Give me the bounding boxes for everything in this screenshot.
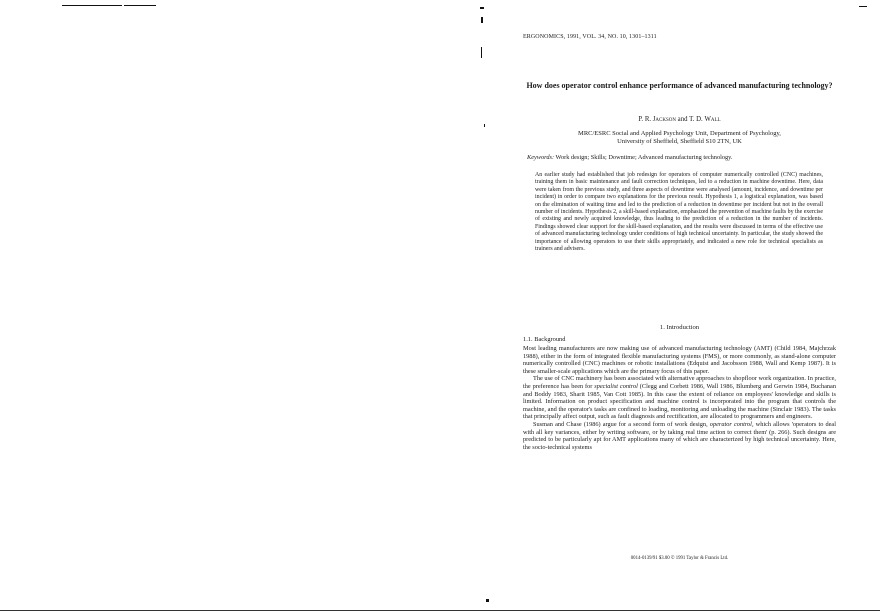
- author-first-surname: Jackson: [652, 116, 676, 123]
- body-p2-a: The use of CNC machinery has been associated with alternative approaches to shopfloor work organization. In practice, the preference has been for: [523, 375, 836, 390]
- body-p3-b: , which allows 'operators to deal with all key variances, either by writing software, or by taking real time action to correct them' (p. 266). Such designs are predicted to be particularly apt for AMT applications many of which are characterized by high technical uncertainty. Here, the socio-technical systems: [523, 420, 836, 451]
- authors-and: and T. D.: [675, 116, 705, 123]
- scan-mark-dot-1: [480, 7, 484, 9]
- copyright-footer: 0014-0139/91 $3.00 © 1991 Taylor & Francis Ltd.: [630, 556, 729, 561]
- body-paragraph-2: [523, 375, 836, 421]
- affiliation: [523, 130, 836, 146]
- authors-prefix: P. R.: [638, 116, 653, 123]
- body-p2-italic: specialist control: [594, 382, 638, 390]
- subsection-title: Background: [534, 336, 566, 343]
- affiliation-line-1: MRC/ESRC Social and Applied Psychology Unit, Department of Psychology,: [578, 130, 781, 137]
- scan-mark-bottom-line: [0, 610, 880, 611]
- paper-title: How does operator control enhance performance of advanced manufacturing technology?: [526, 81, 833, 90]
- scan-mark-line-1: [481, 47, 482, 58]
- scan-mark-bottom-dot: [486, 599, 489, 602]
- section-heading: 1. Introduction: [659, 324, 700, 331]
- scan-mark-line-2: [484, 124, 485, 127]
- body-paragraph-3: [523, 421, 836, 451]
- scan-mark-top-left-1: [62, 5, 122, 6]
- author-second-surname: Wall: [704, 116, 721, 123]
- subsection-number: 1.1.: [523, 336, 535, 343]
- body-text: [523, 345, 836, 451]
- affiliation-line-2: University of Sheffield, Sheffield S10 2TN, UK: [617, 138, 742, 145]
- body-p3-a: Susman and Chase (1986) argue for a second form of work design,: [533, 420, 710, 428]
- subsection-heading: [523, 336, 565, 344]
- scan-mark-top-left-2: [124, 5, 156, 6]
- keywords-label: Keywords:: [527, 154, 555, 161]
- keywords: [527, 154, 827, 162]
- scan-mark-dot-2: [481, 17, 483, 23]
- abstract: An earlier study had established that job redesign for operators of computer numerically controlled (CNC) machines, training them in basic maintenance and fault correction techniques, led to a reduction in machine downtime. Here, data were taken from the previous study, and three aspects of downtime were analysed (amount, incidence, and downtime per incident) in order to compare two explanations for the previous result. Hypothesis 1, a logistical explanation, was based on the elimination of waiting time and led to the prediction of a reduction in downtime per incident but not in the overall number of incidents. Hypothesis 2, a skill-based explanation, emphasized the prevention of machine faults by the exercise of existing and newly acquired knowledge, thus leading to the prediction of a reduction in the number of incidents. Findings showed clear support for the skill-based explanation, and the results were discussed in terms of the effective use of advanced manufacturing technology under conditions of high technical uncertainty. In particular, the study showed the importance of allowing operators to use their skills appropriately, and indicated a new role for technical specialists as trainers and advisers.: [535, 172, 823, 253]
- body-paragraph-1: Most leading manufacturers are now making use of advanced manufacturing technology (AMT) (Child 1984, Majchrzak 1988), either in the form of integrated flexible manufacturing systems (FMS), or more commonly, as stand-alone computer numerically controlled (CNC) machines or robotic installations (Edquist and Jacobsson 1988, Wall and Kemp 1987). It is these smaller-scale applications which are the primary focus of this paper.: [523, 345, 836, 375]
- keywords-text: Work design; Skills; Downtime; Advanced manufacturing technology.: [554, 154, 733, 161]
- scan-mark-right: [859, 6, 867, 7]
- authors: [523, 116, 836, 124]
- body-p3-italic: operator control: [709, 420, 752, 428]
- body-p2-b: (Clegg and Corbett 1986, Wall 1986, Blumberg and Gerwin 1984, Buchanan and Boddy 1983, Sharit 1985, Van Cott 1985). In this case the extent of reliance on employees' knowledge and skills is limited. Information on product specification and machine control is incorporated into the program that controls the machine, and the operator's tasks are confined to loading, monitoring and unloading the machine (Sinclair 1983). The tasks that principally affect output, such as fault diagnosis and rectification, are allocated to programmers and engineers.: [523, 382, 836, 421]
- journal-header: ERGONOMICS, 1991, VOL. 34, NO. 10, 1301–1311: [523, 34, 657, 40]
